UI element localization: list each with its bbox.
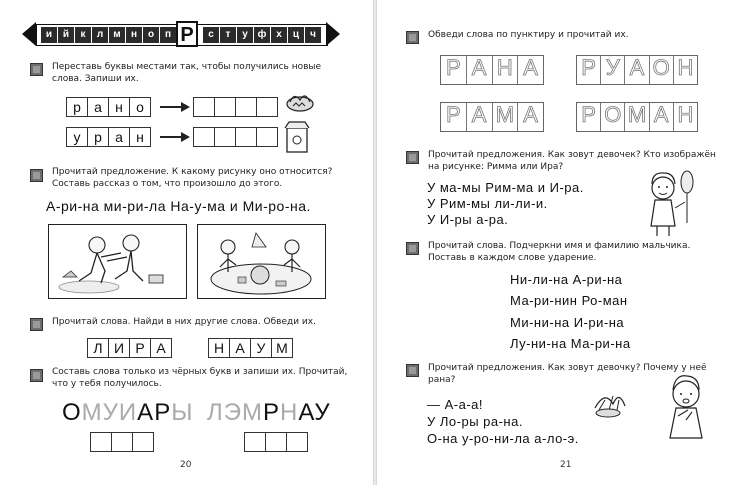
- alphabet-current-letter: Р: [176, 21, 198, 47]
- letter-tile: р: [66, 97, 88, 117]
- dotted-letter: Н: [677, 55, 694, 80]
- answer-box[interactable]: [235, 97, 257, 117]
- task-bullet: [406, 151, 419, 164]
- answer-box[interactable]: [214, 127, 236, 147]
- puzzle-letter: У: [102, 399, 119, 426]
- reading-sentence: У Рим-мы ли-ли-и.: [427, 196, 548, 211]
- task-instruction: Переставь буквы местами так, чтобы получились новые слова. Запиши их.: [52, 62, 322, 84]
- trash-bin-illustration: [283, 120, 311, 154]
- dotted-letter: Р: [441, 103, 467, 131]
- letter-tile: М: [271, 338, 293, 358]
- dotted-letter: О: [601, 103, 625, 131]
- dotted-letter: М: [493, 103, 519, 131]
- letter-tile: о: [129, 97, 151, 117]
- arrow-line: [160, 136, 182, 138]
- reading-word-pair: Ми-ни-на И-ри-на: [510, 315, 625, 330]
- arrow-line: [160, 106, 182, 108]
- letter-tile: И: [108, 338, 130, 358]
- alphabet-letter: ч: [305, 27, 321, 43]
- letter-tile: н: [108, 97, 130, 117]
- answer-box[interactable]: [132, 432, 154, 452]
- page-number: 20: [180, 460, 192, 470]
- alphabet-letter: ц: [288, 27, 304, 43]
- letter-tile: Н: [208, 338, 230, 358]
- puzzle-letter: Э: [223, 399, 242, 426]
- alphabet-letter: ф: [254, 27, 270, 43]
- puzzle-letter: Ы: [171, 399, 194, 426]
- aloe-plant-illustration: [589, 388, 627, 418]
- task-bullet: [406, 364, 419, 377]
- dotted-word: [440, 102, 544, 132]
- puzzle-letter: А: [298, 399, 315, 426]
- dotted-letter: Н: [493, 56, 519, 84]
- alphabet-letter: т: [220, 27, 236, 43]
- arrow-right-icon: [326, 22, 340, 46]
- task-instruction: Прочитай предложения. Как зовут девочку? Почему у неё рана?: [428, 363, 707, 385]
- task-instruction: Прочитай слова. Найди в них другие слова. Обведи их.: [52, 317, 316, 327]
- answer-box[interactable]: [256, 97, 278, 117]
- letter-tile: А: [150, 338, 172, 358]
- girl-with-doll-illustration: [645, 168, 697, 240]
- puzzle-letter: Р: [263, 399, 281, 426]
- alphabet-letter: й: [58, 27, 74, 43]
- task-instruction: Прочитай предложения. Как зовут девочек? Кто изображён на рисунке: Римма или Ира?: [428, 150, 716, 172]
- dotted-word: [576, 102, 698, 132]
- letter-tile: У: [250, 338, 272, 358]
- dotted-word: [440, 55, 544, 85]
- dotted-letter: Н: [677, 102, 694, 127]
- dotted-letter: А: [625, 56, 649, 84]
- reading-sentence: О-на у-ро-ни-ла а-ло-э.: [427, 431, 579, 446]
- left-page: [0, 0, 373, 485]
- puzzle-letter: Н: [280, 399, 299, 426]
- dotted-letter: А: [467, 56, 493, 84]
- dotted-letter: Р: [577, 56, 601, 84]
- task-instruction: Обведи слова по пунктиру и прочитай их.: [428, 30, 629, 40]
- task-bullet: [30, 169, 43, 182]
- dotted-letter: У: [601, 56, 625, 84]
- letter-tile: р: [87, 127, 109, 147]
- task-bullet: [406, 242, 419, 255]
- task-bullet: [406, 31, 419, 44]
- crying-girl-illustration: [662, 372, 712, 452]
- alphabet-letter: м: [109, 27, 125, 43]
- task-instruction: Прочитай слова. Подчеркни имя и фамилию мальчика. Поставь в каждом слове ударение.: [428, 241, 691, 263]
- dotted-letter: Р: [577, 103, 601, 131]
- puzzle-letter: У: [314, 399, 331, 426]
- letter-tile: а: [87, 97, 109, 117]
- answer-box[interactable]: [235, 127, 257, 147]
- reading-sentence: У И-ры а-ра.: [427, 212, 509, 227]
- task-instruction: Составь слова только из чёрных букв и запиши их. Прочитай, что у тебя получилось.: [52, 367, 348, 389]
- alphabet-letter: с: [203, 27, 219, 43]
- puzzle-letter: М: [81, 399, 103, 426]
- dotted-letter: М: [625, 103, 649, 131]
- alphabet-letter: п: [160, 27, 176, 43]
- letter-tile: А: [229, 338, 251, 358]
- dotted-letter: А: [523, 55, 538, 80]
- letter-tile: Л: [87, 338, 109, 358]
- reading-sentence: А-ри-на ми-ри-ла На-у-ма и Ми-ро-на.: [46, 198, 311, 214]
- alphabet-letter: и: [41, 27, 57, 43]
- answer-box[interactable]: [90, 432, 112, 452]
- alphabet-letter: л: [92, 27, 108, 43]
- answer-box[interactable]: [111, 432, 133, 452]
- letter-tile: н: [129, 127, 151, 147]
- arrow-left-icon: [22, 22, 36, 46]
- letter-puzzle-word: [62, 399, 193, 427]
- reading-word-pair: Ма-ри-нин Ро-ман: [510, 293, 628, 308]
- reading-sentence: У ма-мы Рим-ма и И-ра.: [427, 180, 584, 195]
- task-bullet: [30, 318, 43, 331]
- picture-children-playing: [197, 224, 326, 299]
- answer-box[interactable]: [214, 97, 236, 117]
- letter-tile: Р: [129, 338, 151, 358]
- task-bullet: [30, 63, 43, 76]
- puzzle-letter: И: [118, 399, 138, 426]
- answer-box[interactable]: [286, 432, 308, 452]
- picture-boys-fighting: [48, 224, 187, 299]
- dotted-word: [576, 55, 698, 85]
- answer-box[interactable]: [256, 127, 278, 147]
- dotted-letter: А: [467, 103, 493, 131]
- page-number: 21: [560, 460, 572, 470]
- answer-box[interactable]: [265, 432, 287, 452]
- reading-sentence: — А-а-а!: [427, 397, 484, 412]
- task-instruction: Прочитай предложение. К какому рисунку оно относится? Составь рассказ о том, что произошло до этого.: [52, 167, 333, 189]
- task-bullet: [30, 369, 43, 382]
- right-page: [377, 0, 750, 485]
- alphabet-letter: н: [126, 27, 142, 43]
- puzzle-letter: Р: [154, 399, 172, 426]
- answer-box[interactable]: [244, 432, 266, 452]
- alphabet-letter: о: [143, 27, 159, 43]
- alphabet-letter: у: [237, 27, 253, 43]
- wound-illustration: [282, 88, 318, 116]
- letter-tile: у: [66, 127, 88, 147]
- alphabet-letter: х: [271, 27, 287, 43]
- answer-box[interactable]: [193, 97, 215, 117]
- dotted-letter: А: [523, 102, 538, 127]
- puzzle-letter: М: [242, 399, 263, 426]
- dotted-letter: О: [650, 56, 674, 84]
- puzzle-letter: Л: [207, 399, 224, 426]
- alphabet-letter: к: [75, 27, 91, 43]
- letter-puzzle-word: [207, 399, 331, 427]
- letter-tile: а: [108, 127, 130, 147]
- reading-word-pair: Лу-ни-на Ма-ри-на: [510, 336, 631, 351]
- puzzle-letter: О: [62, 399, 82, 426]
- dotted-letter: Р: [441, 56, 467, 84]
- arrow-right-icon: [181, 132, 190, 142]
- alphabet-strip: [22, 21, 340, 47]
- answer-box[interactable]: [193, 127, 215, 147]
- reading-sentence: У Ло-ры ра-на.: [427, 414, 523, 429]
- reading-word-pair: Ни-ли-на А-ри-на: [510, 272, 623, 287]
- dotted-letter: А: [650, 103, 674, 131]
- arrow-right-icon: [181, 102, 190, 112]
- puzzle-letter: А: [137, 399, 155, 426]
